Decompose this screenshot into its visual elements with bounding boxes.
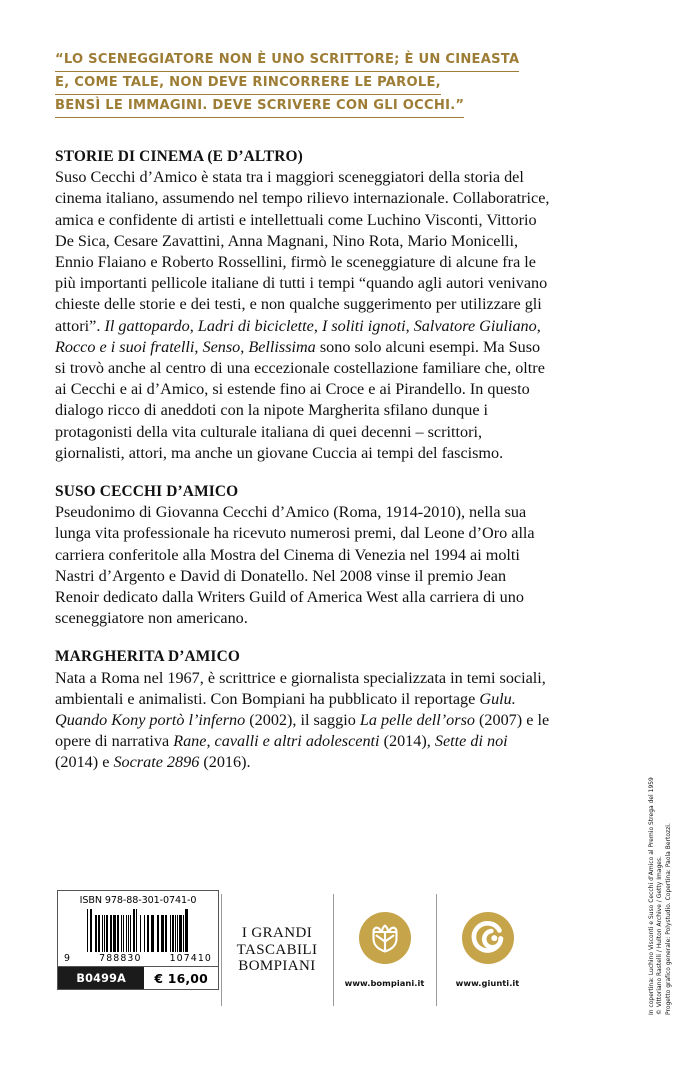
section-margherita-damico [55,646,550,773]
section-body: Pseudonimo di Giovanna Cecchi d’Amico (Roma, 1914-2010), nella sua lunga vita professionale ha ricevuto numerosi premi, dal Leone d’Oro alla carriera conferitole alla Mostra del Cinema di Venezia nel 1994 ai molti Nastri d’Argento e David di Donatello. Nel 2008 vinse il premio Jean Renoir dedicato dalla Writers Guild of America West alla carriera di uno sceneggiatore non americano. [55,503,535,628]
imprint-name [237,925,318,974]
bompiani-url[interactable]: www.bompiani.it [344,978,425,988]
bompiani-crest-icon [359,912,411,964]
bompiani-logo-panel[interactable] [333,890,436,1010]
giunti-spiral-icon [462,912,514,964]
giunti-url[interactable]: www.giunti.it [455,978,520,988]
price-label: € 16,00 [144,967,218,989]
pull-quote-line: “LO SCENEGGIATORE NON È UNO SCRITTORE; È UN CINEASTA [55,50,519,72]
section-suso-cecchi-damico [55,481,550,629]
pull-quote-line: BENSÌ LE IMMAGINI. DEVE SCRIVERE CON GLI OCCHI.” [55,96,464,118]
price-row [57,967,219,990]
isbn-text: ISBN 978-88-301-0741-0 [79,895,197,906]
pull-quote-line: E, COME TALE, NON DEVE RINCORRERE LE PAROLE, [55,73,441,95]
section-body: Nata a Roma nel 1967, è scrittrice e giornalista specializzata in temi sociali, ambientali e animalisti. Con Bompiani ha pubblicato il reportage Gulu. Quando Kony portò l’inferno (2002), il saggio La pelle dell’orso (2007) e le opere di narrativa Rane, cavalli e altri adolescenti (2014), Sette di noi (2014) e Socrate 2896 (2016). [55,668,550,772]
back-cover-copy [55,146,550,774]
giunti-logo-panel[interactable] [436,890,539,1010]
section-heading: MARGHERITA D’AMICO [55,648,240,666]
imprint-line: BOMPIANI [238,958,316,975]
imprint-panel [221,890,333,1010]
pull-quote [55,50,525,119]
credit-line: © Vittoriano Rastelli / Hulton Archive / Getty Images. [657,856,664,1015]
barcode-panel [55,890,221,1010]
imprint-line: I GRANDI [241,925,313,942]
sku-code: B0499A [58,967,144,989]
credit-line: Progetto grafico generale: Polystudio. Copertina: Paola Bertozzi. [665,823,672,1015]
imprint-line: TASCABILI [236,941,318,958]
barcode-box [57,890,219,967]
barcode-digit-group: 107410 [169,953,212,964]
cover-credits [648,735,673,1015]
barcode-digit-group: 9 [64,953,72,964]
credit-line: In copertina: Luchino Visconti e Suso Cecchi d’Amico al Premio Strega del 1959 [649,777,655,1015]
bottom-bar [55,890,540,1010]
barcode-digits [63,953,213,964]
barcode-bars [63,909,213,952]
section-body: Suso Cecchi d’Amico è stata tra i maggiori sceneggiatori della storia del cinema italiano, assumendo nel tempo rilievo internazionale. Collaboratrice, amica e confidente di artisti e intellettuali come Luchino Visconti, Vittorio De Sica, Cesare Zavattini, Anna Magnani, Nino Rota, Mario Monicelli, Ennio Flaiano e Roberto Rossellini, firmò le sceneggiature di alcune fra le più importanti pellicole italiane di tutti i tempi “quando agli autori venivano chieste delle storie e dei testi, e non qualche suggerimento per utilizzare gli attori”. Il gattopardo, Ladri di biciclette, I soliti ignoti, Salvatore Giuliano, Rocco e i suoi fratelli, Senso, Bellissima sono solo alcuni esempi. Ma Suso si trovò anche al centro di una eccezionale costellazione familiare che, oltre ai Cecchi e ai d’Amico, si estende fino ai Croce e ai Pirandello. In questo dialogo ricco di aneddoti con la nipote Margherita sfilano dunque i protagonisti della vita culturale italiana di quei decenni – scrittori, giornalisti, attori, ma anche un giovane Cuccia ai tempi del fascismo. [55,168,550,462]
section-heading: STORIE DI CINEMA (E D’ALTRO) [55,148,303,165]
section-storie-di-cinema [55,146,550,464]
section-heading: SUSO CECCHI D’AMICO [55,483,239,501]
barcode-digit-group: 788830 [99,953,142,964]
